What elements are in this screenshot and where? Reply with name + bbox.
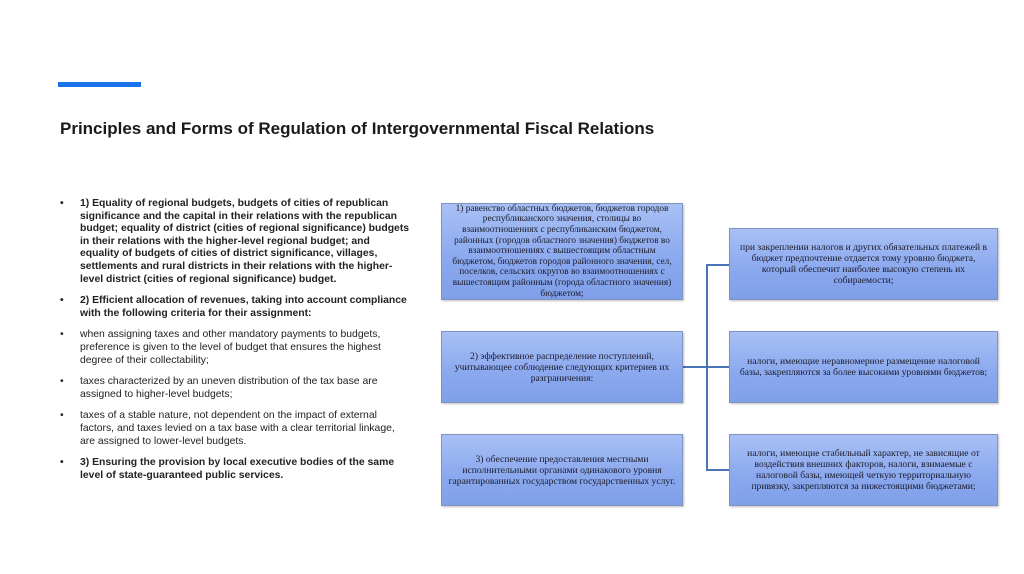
criterion-box-1: при закреплении налогов и других обязательных платежей в бюджет предпочтение отдается тому уровню бюджета, который обеспечит наиболее высокую степень их собираемости;	[729, 228, 998, 300]
list-item: • taxes characterized by an uneven distribution of the tax base are assigned to higher-level budgets;	[58, 376, 410, 401]
criterion-box-3: налоги, имеющие стабильный характер, не зависящие от воздействия внешних факторов, налоги, взимаемые с налоговой базы, имеющей четкую территориальную привязку, закрепляются за нижестоящими бюджетами;	[729, 434, 998, 506]
list-item: • 1) Equality of regional budgets, budgets of cities of republican significance and the capital in their relations with the republican budget; equality of district (cities of regional significance) budgets in their relations with the higher-level regional budget; and equality of budgets of cities of district significance, villages, settlements and rural districts in their relations with the higher-level district (cities of regional significance) budget.	[58, 198, 410, 286]
connector	[706, 469, 729, 471]
principle-box-3: 3) обеспечение предоставления местными исполнительными органами одинакового уровня гарантированных государством государственных услуг.	[441, 434, 683, 506]
bullet-list	[58, 198, 410, 491]
list-item: • 2) Efficient allocation of revenues, taking into account compliance with the following criteria for their assignment:	[58, 295, 410, 320]
connector	[683, 366, 707, 368]
page-title: Principles and Forms of Regulation of Intergovernmental Fiscal Relations	[60, 119, 655, 138]
connector	[706, 366, 729, 368]
accent-bar	[58, 82, 141, 87]
criterion-box-2: налоги, имеющие неравномерное размещение налоговой базы, закрепляются за более высокими уровнями бюджетов;	[729, 331, 998, 403]
connector	[706, 264, 729, 266]
list-item: • 3) Ensuring the provision by local executive bodies of the same level of state-guaranteed public services.	[58, 457, 410, 482]
principle-box-2: 2) эффективное распределение поступлений, учитывающее соблюдение следующих критериев их разграничения:	[441, 331, 683, 403]
list-item: • when assigning taxes and other mandatory payments to budgets, preference is given to the level of budget that ensures the highest degree of their collectability;	[58, 329, 410, 367]
principle-box-1: 1) равенство областных бюджетов, бюджетов городов республиканского значения, столицы во взаимоотношениях с республиканским бюджетом, районных (городов областного значения) бюджетов во взаимоотношениях с вышестоящим областным бюджетом, бюджетов городов районного значения, сел, поселков, сельских округов во взаимоотношениях с вышестоящим районным (города областного значения) бюджетом;	[441, 203, 683, 300]
list-item: • taxes of a stable nature, not dependent on the impact of external factors, and taxes levied on a tax base with a clear territorial linkage, are assigned to lower-level budgets.	[58, 410, 410, 448]
